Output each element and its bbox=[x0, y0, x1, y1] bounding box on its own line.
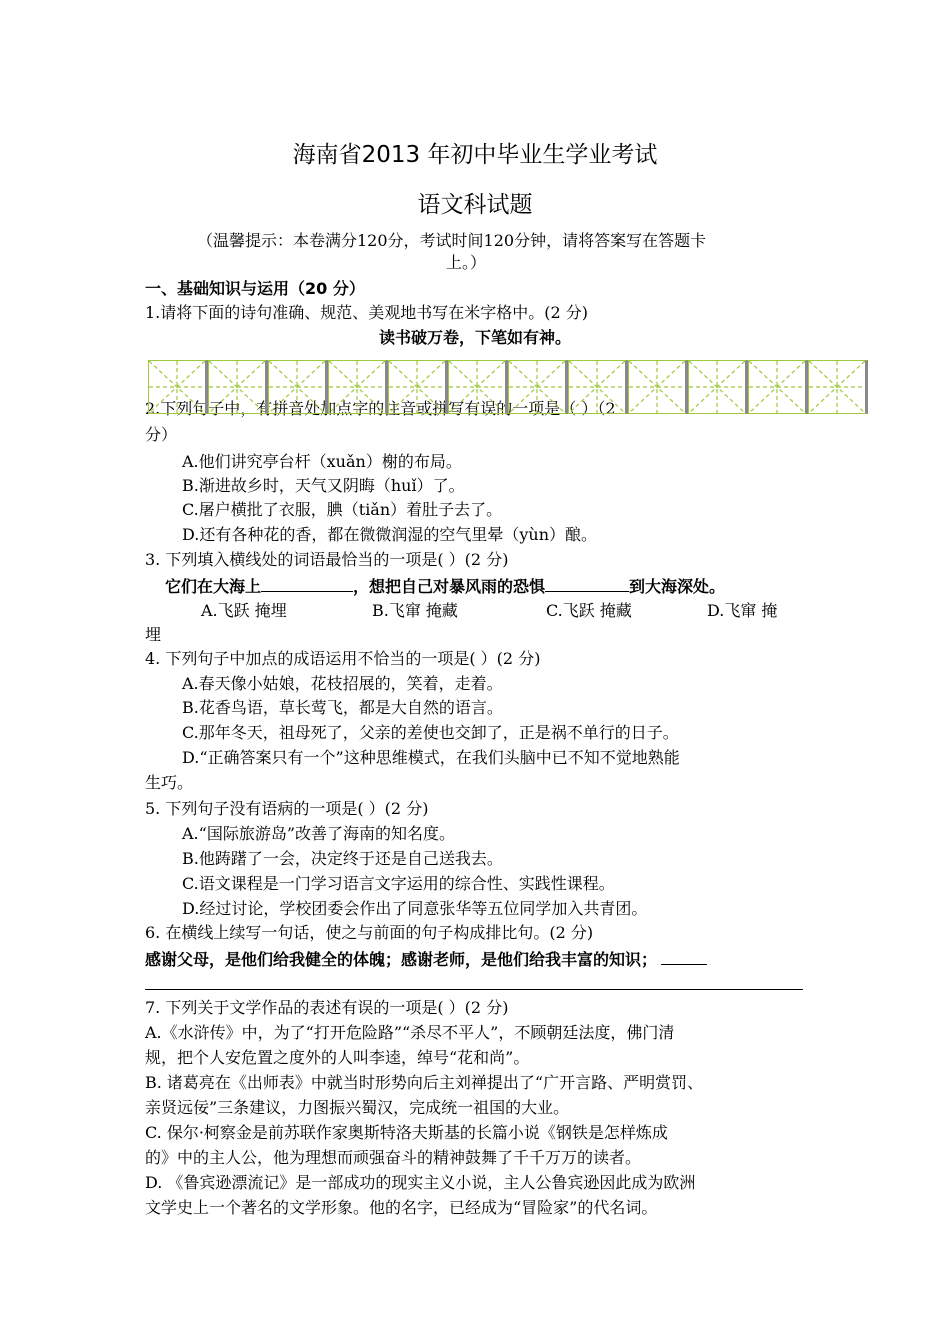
q5-option-b: B.他踌躇了一会，决定终于还是自己送我去。 bbox=[182, 849, 503, 868]
mizige-cell[interactable] bbox=[808, 360, 868, 414]
q3-prompt: 3. 下列填入横线处的词语最恰当的一项是( ）(2 分) bbox=[145, 550, 509, 569]
mizige-guide-icon bbox=[269, 361, 325, 413]
q4-option-b: B.花香鸟语，草长莺飞，都是大自然的语言。 bbox=[182, 698, 503, 717]
mizige-guide-icon bbox=[809, 361, 865, 413]
mizige-cell[interactable] bbox=[508, 360, 568, 414]
q5-option-a: A.“国际旅游岛”改善了海南的知名度。 bbox=[182, 824, 456, 843]
mizige-cell[interactable] bbox=[568, 360, 628, 414]
notice-line-2: 上。） bbox=[446, 253, 487, 272]
mizige-guide-icon bbox=[509, 361, 565, 413]
q4-prompt: 4. 下列句子中加点的成语运用不恰当的一项是( ）(2 分) bbox=[145, 649, 541, 668]
section-heading: 一、基础知识与运用（20 分） bbox=[145, 279, 365, 298]
q7-line-2: 规，把个人安危置之度外的人叫李逵，绰号“花和尚”。 bbox=[145, 1048, 530, 1067]
exam-title: 海南省2013 年初中毕业生学业考试 bbox=[292, 142, 658, 168]
q6-blank-inline[interactable] bbox=[661, 948, 707, 965]
mizige-cell[interactable] bbox=[688, 360, 748, 414]
q2-option-a: A.他们讲究亭台杆（xuǎn）榭的布局。 bbox=[182, 452, 462, 471]
mizige-guide-icon bbox=[689, 361, 745, 413]
q7-line-7: D. 《鲁宾逊漂流记》是一部成功的现实主义小说，主人公鲁宾逊因此成为欧洲 bbox=[145, 1173, 696, 1192]
q4-option-d-cont: 生巧。 bbox=[145, 773, 194, 792]
mizige-guide-icon bbox=[149, 361, 205, 413]
q2-prompt-line2: 分） bbox=[145, 425, 178, 444]
q3-option-b: B.飞窜 掩藏 bbox=[372, 601, 458, 620]
q3-sentence-b: ，想把自己对暴风雨的恐惧 bbox=[353, 577, 546, 596]
mizige-guide-icon bbox=[389, 361, 445, 413]
mizige-guide-icon bbox=[749, 361, 805, 413]
q7-line-5: C. 保尔·柯察金是前苏联作家奥斯特洛夫斯基的长篇小说《钢铁是怎样炼成 bbox=[145, 1123, 668, 1142]
mizige-cell[interactable] bbox=[208, 360, 268, 414]
q5-option-d: D.经过讨论，学校团委会作出了同意张华等五位同学加入共青团。 bbox=[182, 899, 648, 918]
q6-sentence bbox=[145, 948, 707, 971]
q5-option-c: C.语文课程是一门学习语言文字运用的综合性、实践性课程。 bbox=[182, 874, 615, 893]
q3-sentence bbox=[165, 575, 725, 598]
q7-line-8: 文学史上一个著名的文学形象。他的名字，已经成为“冒险家”的代名词。 bbox=[145, 1198, 658, 1217]
mizige-cell[interactable] bbox=[628, 360, 688, 414]
notice-line-1: （温馨提示：本卷满分120分，考试时间120分钟，请将答案写在答题卡 bbox=[197, 231, 707, 250]
q2-option-b: B.渐进故乡时，天气又阴晦（huǐ）了。 bbox=[182, 476, 465, 495]
q1-prompt: 1.请将下面的诗句准确、规范、美观地书写在米字格中。(2 分) bbox=[145, 303, 589, 322]
mizige-cell[interactable] bbox=[268, 360, 328, 414]
mizige-cell[interactable] bbox=[748, 360, 808, 414]
mizige-grid[interactable] bbox=[148, 360, 868, 414]
mizige-cell[interactable] bbox=[388, 360, 448, 414]
q2-prompt-line1: 2.下列句子中，有拼音处加点字的注音或拼写有误的一项是（ ）（2 bbox=[145, 399, 616, 418]
q3-option-d-cont: 埋 bbox=[145, 625, 162, 644]
q3-sentence-a: 它们在大海上 bbox=[165, 577, 262, 596]
q3-option-a: A.飞跃 掩埋 bbox=[201, 601, 287, 620]
mizige-guide-icon bbox=[329, 361, 385, 413]
mizige-guide-icon bbox=[209, 361, 265, 413]
q6-prompt: 6. 在横线上续写一句话，使之与前面的句子构成排比句。(2 分) bbox=[145, 923, 594, 942]
mizige-cell[interactable] bbox=[448, 360, 508, 414]
mizige-guide-icon bbox=[629, 361, 685, 413]
q2-option-d: D.还有各种花的香，都在微微润湿的空气里晕（yùn）酿。 bbox=[182, 525, 597, 544]
exam-subtitle: 语文科试题 bbox=[417, 192, 533, 218]
q7-line-3: B. 诸葛亮在《出师表》中就当时形势向后主刘禅提出了“广开言路、严明赏罚、 bbox=[145, 1073, 704, 1092]
q2-option-c: C.屠户横批了衣服，腆（tiǎn）着肚子去了。 bbox=[182, 500, 503, 519]
q7-line-4: 亲贤远佞”三条建议，力图振兴蜀汉，完成统一祖国的大业。 bbox=[145, 1098, 570, 1117]
q1-poem: 读书破万卷，下笔如有神。 bbox=[378, 328, 571, 347]
mizige-cell[interactable] bbox=[148, 360, 208, 414]
q3-blank-1[interactable] bbox=[261, 575, 353, 592]
q3-blank-2[interactable] bbox=[545, 575, 629, 592]
q4-option-a: A.春天像小姑娘，花枝招展的，笑着，走着。 bbox=[182, 674, 503, 693]
q4-option-c: C.那年冬天，祖母死了，父亲的差使也交卸了，正是祸不单行的日子。 bbox=[182, 723, 679, 742]
mizige-guide-icon bbox=[569, 361, 625, 413]
q6-answer-line[interactable] bbox=[145, 989, 803, 990]
q4-option-d: D.“正确答案只有一个”这种思维模式，在我们头脑中已不知不觉地熟能 bbox=[182, 748, 680, 767]
q3-option-d: D.飞窜 掩 bbox=[707, 601, 778, 620]
q6-sentence-text: 感谢父母，是他们给我健全的体魄；感谢老师，是他们给我丰富的知识； bbox=[145, 950, 658, 969]
q7-prompt: 7. 下列关于文学作品的表述有误的一项是( ）(2 分) bbox=[145, 998, 509, 1017]
mizige-cell[interactable] bbox=[328, 360, 388, 414]
q7-line-1: A.《水浒传》中，为了“打开危险路”“杀尽不平人”，不顾朝廷法度，佛门清 bbox=[145, 1023, 675, 1042]
q3-sentence-c: 到大海深处。 bbox=[629, 577, 726, 596]
q7-line-6: 的》中的主人公，他为理想而顽强奋斗的精神鼓舞了千千万万的读者。 bbox=[145, 1148, 642, 1167]
q5-prompt: 5. 下列句子没有语病的一项是( ）(2 分) bbox=[145, 799, 429, 818]
mizige-guide-icon bbox=[449, 361, 505, 413]
q3-option-c: C.飞跃 掩藏 bbox=[546, 601, 632, 620]
